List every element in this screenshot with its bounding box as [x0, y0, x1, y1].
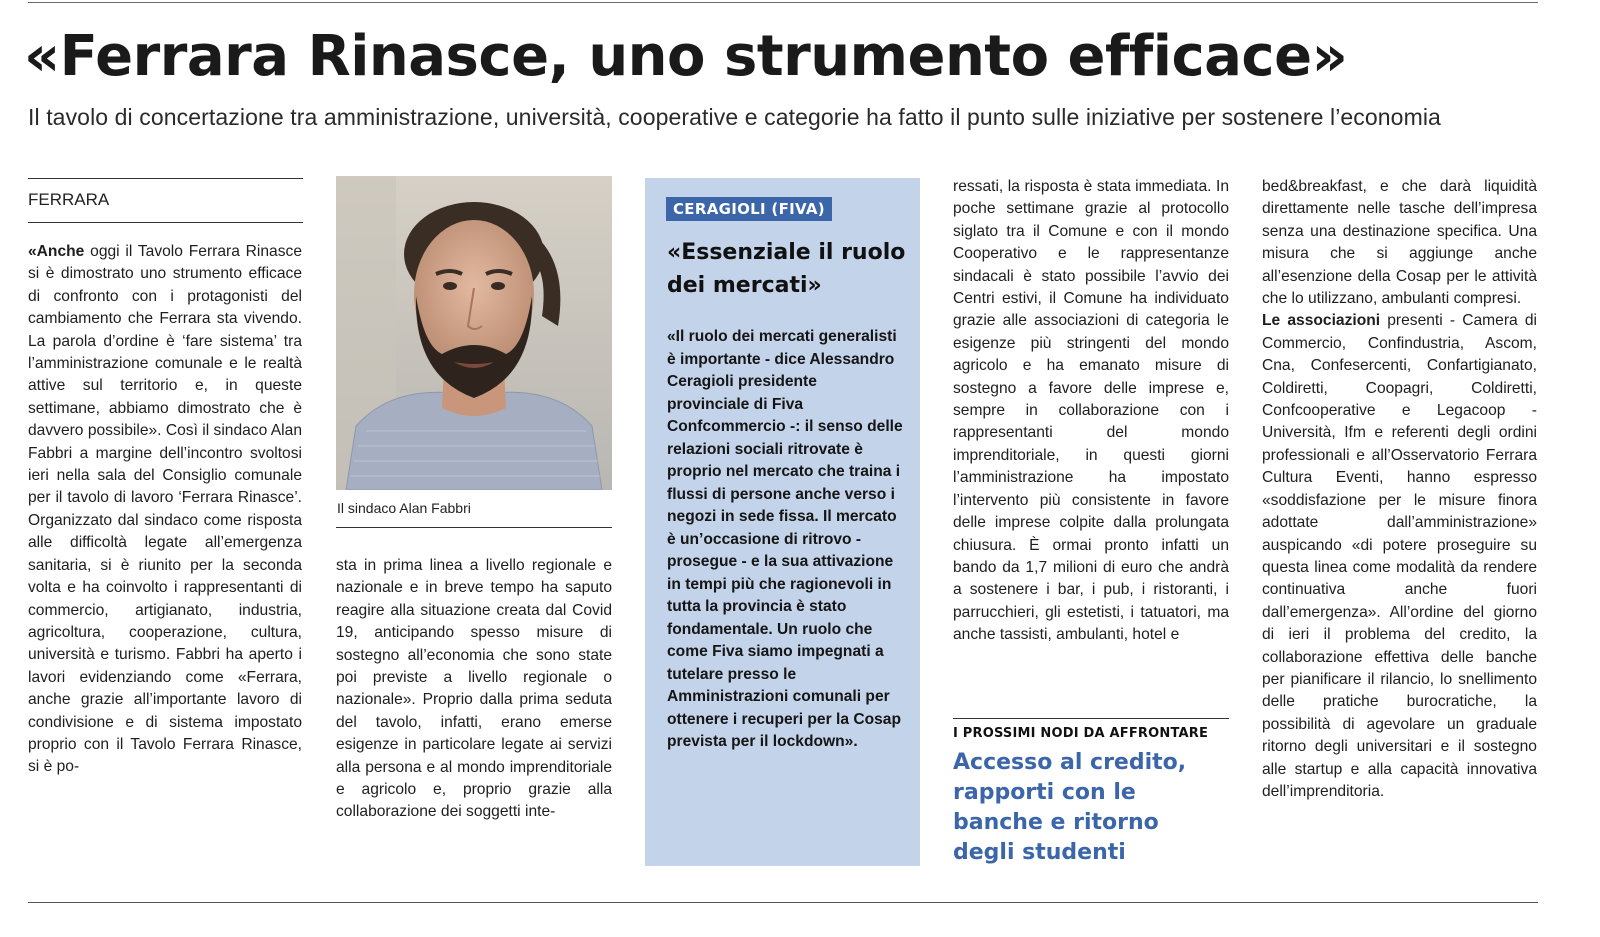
mayor-photo: [336, 176, 612, 490]
sidebar-kicker: I PROSSIMI NODI DA AFFRONTARE: [953, 726, 1209, 741]
box-label: CERAGIOLI (FIVA): [666, 197, 832, 221]
photo-caption: Il sindaco Alan Fabbri: [337, 500, 471, 516]
box-title: «Essenziale il ruolo dei mercati»: [667, 240, 906, 298]
col1-dateline-rule: [28, 222, 303, 223]
bottom-rule: [28, 902, 1538, 903]
top-rule: [28, 2, 1538, 3]
lead-in: «Anche: [28, 243, 85, 260]
col4-text: ressati, la risposta è stata immediata. In poche settimane grazie al protocollo siglato tra il Comune e con il mondo Cooperativo e le rappresentanze sindacali è stato possibile l’avvio dei Centri estivi, il Comune ha individuato grazie alle associazioni di categoria le esigenze più stringenti del mondo agricolo e ha emanato misure di sostegno a favore delle imprese e, sempre in collaborazione con i rappresentanti del mondo imprenditoriale, in questi giorni l’amministrazione ha impostato l’intervento più consistente in favore delle imprese colpite dalla prolungata chiusura. È ormai pronto infatti un bando da 1,7 milioni di euro che andrà a sostenere i bar, i pub, i ristoranti, i parrucchieri, gli estetisti, i tatuatori, ma anche tassisti, ambulanti, hotel e: [953, 178, 1229, 644]
col5-lead: Le associazioni: [1262, 312, 1381, 330]
article-column-4: [953, 176, 1229, 647]
subhead: Il tavolo di concertazione tra amministrazione, università, cooperative e categorie ha fatto il punto sulle iniziative per sostenere l’economia: [28, 104, 1441, 130]
col1-text: oggi il Tavolo Ferrara Rinasce si è dimostrato uno strumento efficace di confronto con i protagonisti del cambiamento che Ferrara sta vivendo. La parola d’ordine è ‘fare sistema’ tra l’amministrazione comunale e le realtà attive sul territorio e, in queste settimane, abbiamo dimostrato che è davvero possibile». Così il sindaco Alan Fabbri a margine dell’incontro svoltosi ieri nella sala del Consiglio comunale per il tavolo di lavoro ‘Ferrara Rinasce’. Organizzato dal sindaco come risposta alle difficoltà legate all’emergenza sanitaria, si è riunito per la seconda volta e ha coinvolto i rappresentanti di commercio, artigianato, industria, agricoltura, cooperazione, cultura, università e turismo. Fabbri ha aperto i lavori evidenziando come «Ferrara, anche grazie all’importante lavoro di condivisione e di sistema impostato proprio con il Tavolo Ferrara Rinasce, si è po-: [28, 243, 302, 776]
caption-rule: [336, 527, 612, 528]
article-column-2: [336, 555, 612, 824]
article-column-1: [28, 241, 302, 779]
sidebar-rule: [953, 718, 1229, 719]
box-body: «Il ruolo dei mercati generalisti è importante - dice Alessandro Ceragioli presidente provinciale di Fiva Confcommercio -: il senso delle relazioni sociali ritrovate è proprio nel mercato che traina i flussi di persone anche verso i negozi in sede fissa. Il mercato è un’occasione di ritrovo - prosegue - e la sua attivazione in tempi più che ragionevoli in tutta la provincia è stato fondamentale. Un ruolo che come Fiva siamo impegnati a tutelare presso le Amministrazioni comunali per ottenere i recuperi per la Cosap prevista per il lockdown».: [667, 328, 903, 750]
dateline: FERRARA: [28, 190, 110, 209]
col1-top-rule: [28, 178, 303, 179]
col2-text: sta in prima linea a livello regionale e nazionale e in breve tempo ha saputo reagire alla situazione creata dal Covid 19, anticipando spesso misure di sostegno all’economia che sono state poi previste a livello regionale o nazionale». Proprio dalla prima seduta del tavolo, infatti, erano emerse esigenze in particolare legate ai servizi alla persona e al mondo imprenditoriale e agricolo e, proprio grazie alla collaborazione dei soggetti inte-: [336, 557, 612, 821]
article-column-5: [1262, 176, 1537, 803]
sidebar-title: Accesso al credito, rapporti con le banche e ritorno degli studenti: [953, 750, 1187, 865]
headline: «Ferrara Rinasce, uno strumento efficace»: [24, 24, 1348, 89]
col5-text-1: bed&breakfast, e che darà liquidità direttamente nelle tasche dell’impresa senza una destinazione specifica. Una misura che si aggiunge anche all’esenzione della Cosap per le attività che lo utilizzano, ambulanti compresi.: [1262, 178, 1537, 308]
col5-text-2: presenti - Camera di Commercio, Confindustria, Ascom, Cna, Confesercenti, Confartigianato, Coldiretti, Coopagri, Coldiretti, Confcooperative e Legacoop - Università, Ifm e referenti degli ordini professionali e all’Osservatorio Ferrara Cultura Eventi, hanno espresso «soddisfazione per le misure finora adottate dall’amministrazione» auspicando «di potere proseguire su questa linea come modalità da rendere continuativa anche fuori dall’emergenza». All’ordine del giorno di ieri il problema del credito, la collaborazione effettiva delle banche per pianificare il rilancio, lo snellimento delle pratiche burocratiche, la possibilità di agevolare un graduale ritorno degli universitari e il sostegno alle startup e alla capacità innovativa dell’imprenditoria.: [1262, 312, 1537, 800]
mayor-portrait-image: [336, 176, 612, 490]
